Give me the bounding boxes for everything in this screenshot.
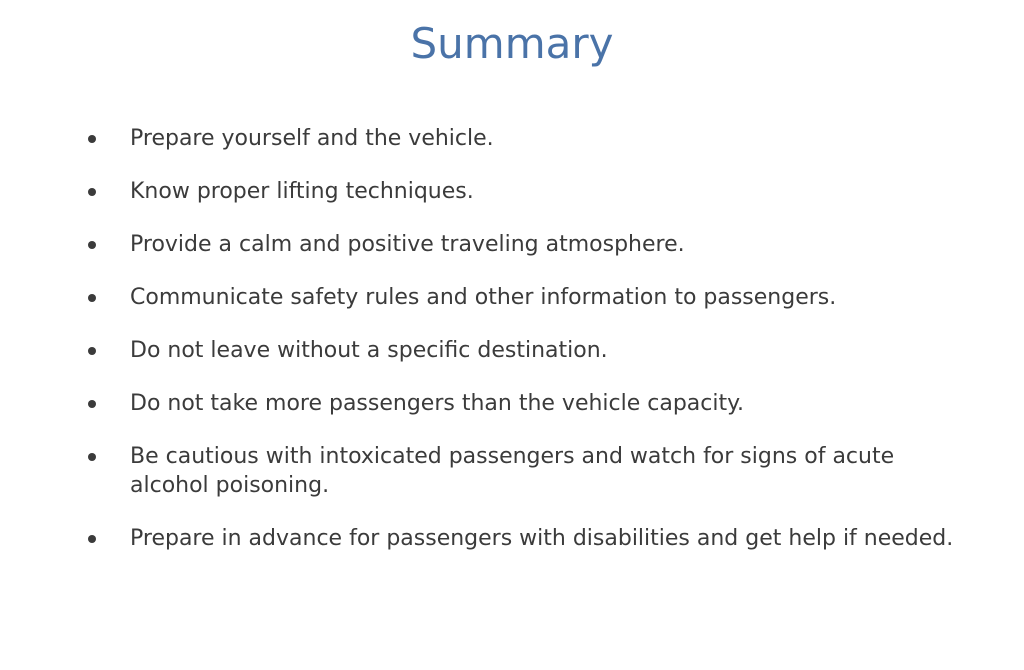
bullet-icon bbox=[88, 400, 96, 408]
bullet-list bbox=[86, 124, 966, 577]
bullet-icon bbox=[88, 188, 96, 196]
bullet-text: Prepare in advance for passengers with disabilities and get help if needed. bbox=[130, 526, 954, 551]
bullet-item bbox=[86, 442, 966, 500]
bullet-text: Provide a calm and positive traveling atmosphere. bbox=[130, 232, 685, 257]
bullet-icon bbox=[88, 453, 96, 461]
bullet-icon bbox=[88, 535, 96, 543]
bullet-item bbox=[86, 230, 966, 259]
bullet-icon bbox=[88, 241, 96, 249]
bullet-item bbox=[86, 389, 966, 418]
bullet-text: Do not leave without a specific destination. bbox=[130, 338, 608, 363]
bullet-icon bbox=[88, 135, 96, 143]
bullet-text: Do not take more passengers than the vehicle capacity. bbox=[130, 391, 745, 416]
bullet-text: Communicate safety rules and other information to passengers. bbox=[130, 285, 837, 310]
slide-title: Summary bbox=[410, 19, 614, 68]
bullet-item bbox=[86, 124, 966, 153]
bullet-text: Know proper lifting techniques. bbox=[130, 179, 474, 204]
bullet-icon bbox=[88, 347, 96, 355]
bullet-text: Be cautious with intoxicated passengers and watch for signs of acute alcohol poisoning. bbox=[130, 444, 895, 498]
bullet-text: Prepare yourself and the vehicle. bbox=[130, 126, 494, 151]
bullet-item bbox=[86, 283, 966, 312]
bullet-item bbox=[86, 336, 966, 365]
bullet-icon bbox=[88, 294, 96, 302]
bullet-item bbox=[86, 524, 966, 553]
bullet-item bbox=[86, 177, 966, 206]
